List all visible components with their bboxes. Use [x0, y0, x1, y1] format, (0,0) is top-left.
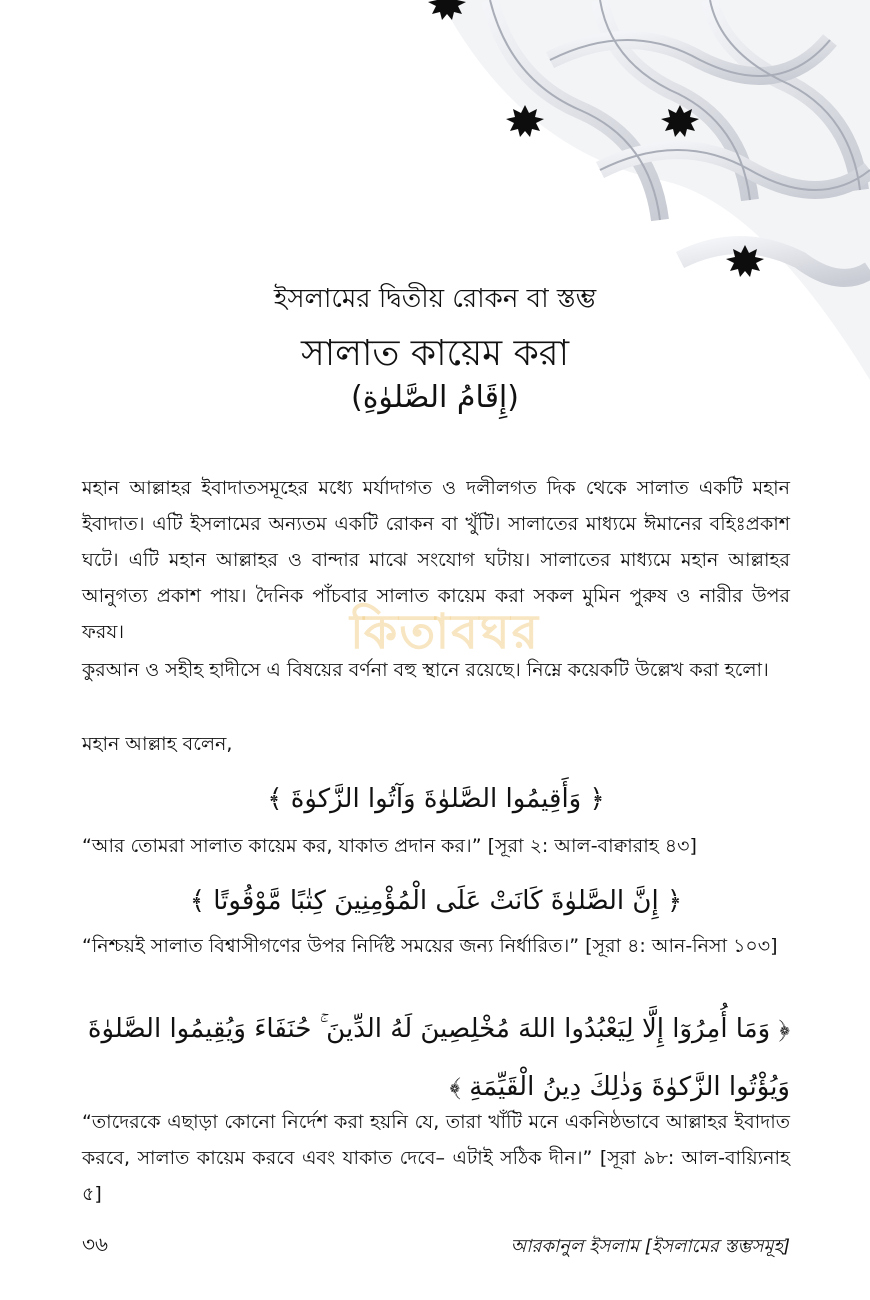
footer-divider — [82, 1228, 790, 1230]
watermark: কিতাবঘর — [349, 603, 540, 660]
verse-3-arabic: ﴿ وَمَا أُمِرُوٓا إِلَّا لِيَعْبُدُوا اللهَ مُخْلِصِينَ لَهُ الدِّينَ ۚ حُنَفَاءَ وَيُقِيمُوا الصَّلوٰةَ وَيُؤْتُوا الزَّكوٰةَ وَذٰلِكَ دِينُ الْقَيِّمَةِ ﴾ — [87, 1014, 790, 1102]
book-title: আরকানুল ইসলাম [ইসলামের স্তম্ভসমূহ] — [510, 1236, 790, 1257]
verse-1-translation: “আর তোমরা সালাত কায়েম কর, যাকাত প্রদান কর।” [সূরা ২: আল-বাক্বারাহ ৪৩] — [82, 835, 697, 857]
arabic-title: (إِقَامُ الصَّلوٰةِ) — [351, 380, 519, 415]
intro-paragraph: মহান আল্লাহর ইবাদাতসমূহের মধ্যে মর্যাদাগত ও দলীলগত দিক থেকে সালাত একটি মহান ইবাদাত। এটি ইসলামের অন্যতম একটি রোকন বা খুঁটি। সালাতের মাধ্যমে ঈমানের বহিঃপ্রকাশ ঘটে। এটি মহান আল্লাহর ও বান্দার মাঝে সংযোগ ঘটায়। সালাতের মাধ্যমে মহান আল্লাহর আনুগত্য প্রকাশ পায়। দৈনিক পাঁচবার সালাত কায়েম করা সকল মুমিন পুরুষ ও নারীর উপর ফরয। — [82, 477, 790, 643]
verse-1-arabic: ﴿ وَأَقِيمُوا الصَّلوٰةَ وَآتُوا الزَّكوٰةَ ﴾ — [267, 784, 605, 814]
verse-2-translation: “নিশ্চয়ই সালাত বিশ্বাসীগণের উপর নির্দিষ্ট সময়ের জন্য নির্ধারিত।” [সূরা ৪: আন-নিসা ১০৩] — [82, 935, 778, 957]
evidence-paragraph: কুরআন ও সহীহ হাদীসে এ বিষয়ের বর্ণনা বহু স্থানে রয়েছে। নিম্নে কয়েকটি উল্লেখ করা হলো। — [82, 659, 769, 681]
verse-3-translation: “তাদেরকে এছাড়া কোনো নির্দেশ করা হয়নি যে, তারা খাঁটি মনে একনিষ্ঠভাবে আল্লাহর ইবাদাত করবে, সালাত কায়েম করবে এবং যাকাত দেবে– এটাই সঠিক দীন।” [সূরা ৯৮: আল-বায়্যিনাহ ৫] — [82, 1111, 790, 1205]
chapter-title: সালাত কায়েম করা — [300, 333, 570, 374]
chapter-subtitle: ইসলামের দ্বিতীয় রোকন বা স্তম্ভ — [273, 284, 597, 314]
verse-2-arabic: ﴿ إِنَّ الصَّلوٰةَ كَانَتْ عَلَى الْمُؤْمِنِينَ كِتٰبًا مَّوْقُوتًا ﴾ — [189, 886, 683, 916]
page-number: ৩৬ — [82, 1232, 109, 1256]
allah-says-line: মহান আল্লাহ বলেন, — [82, 733, 233, 755]
